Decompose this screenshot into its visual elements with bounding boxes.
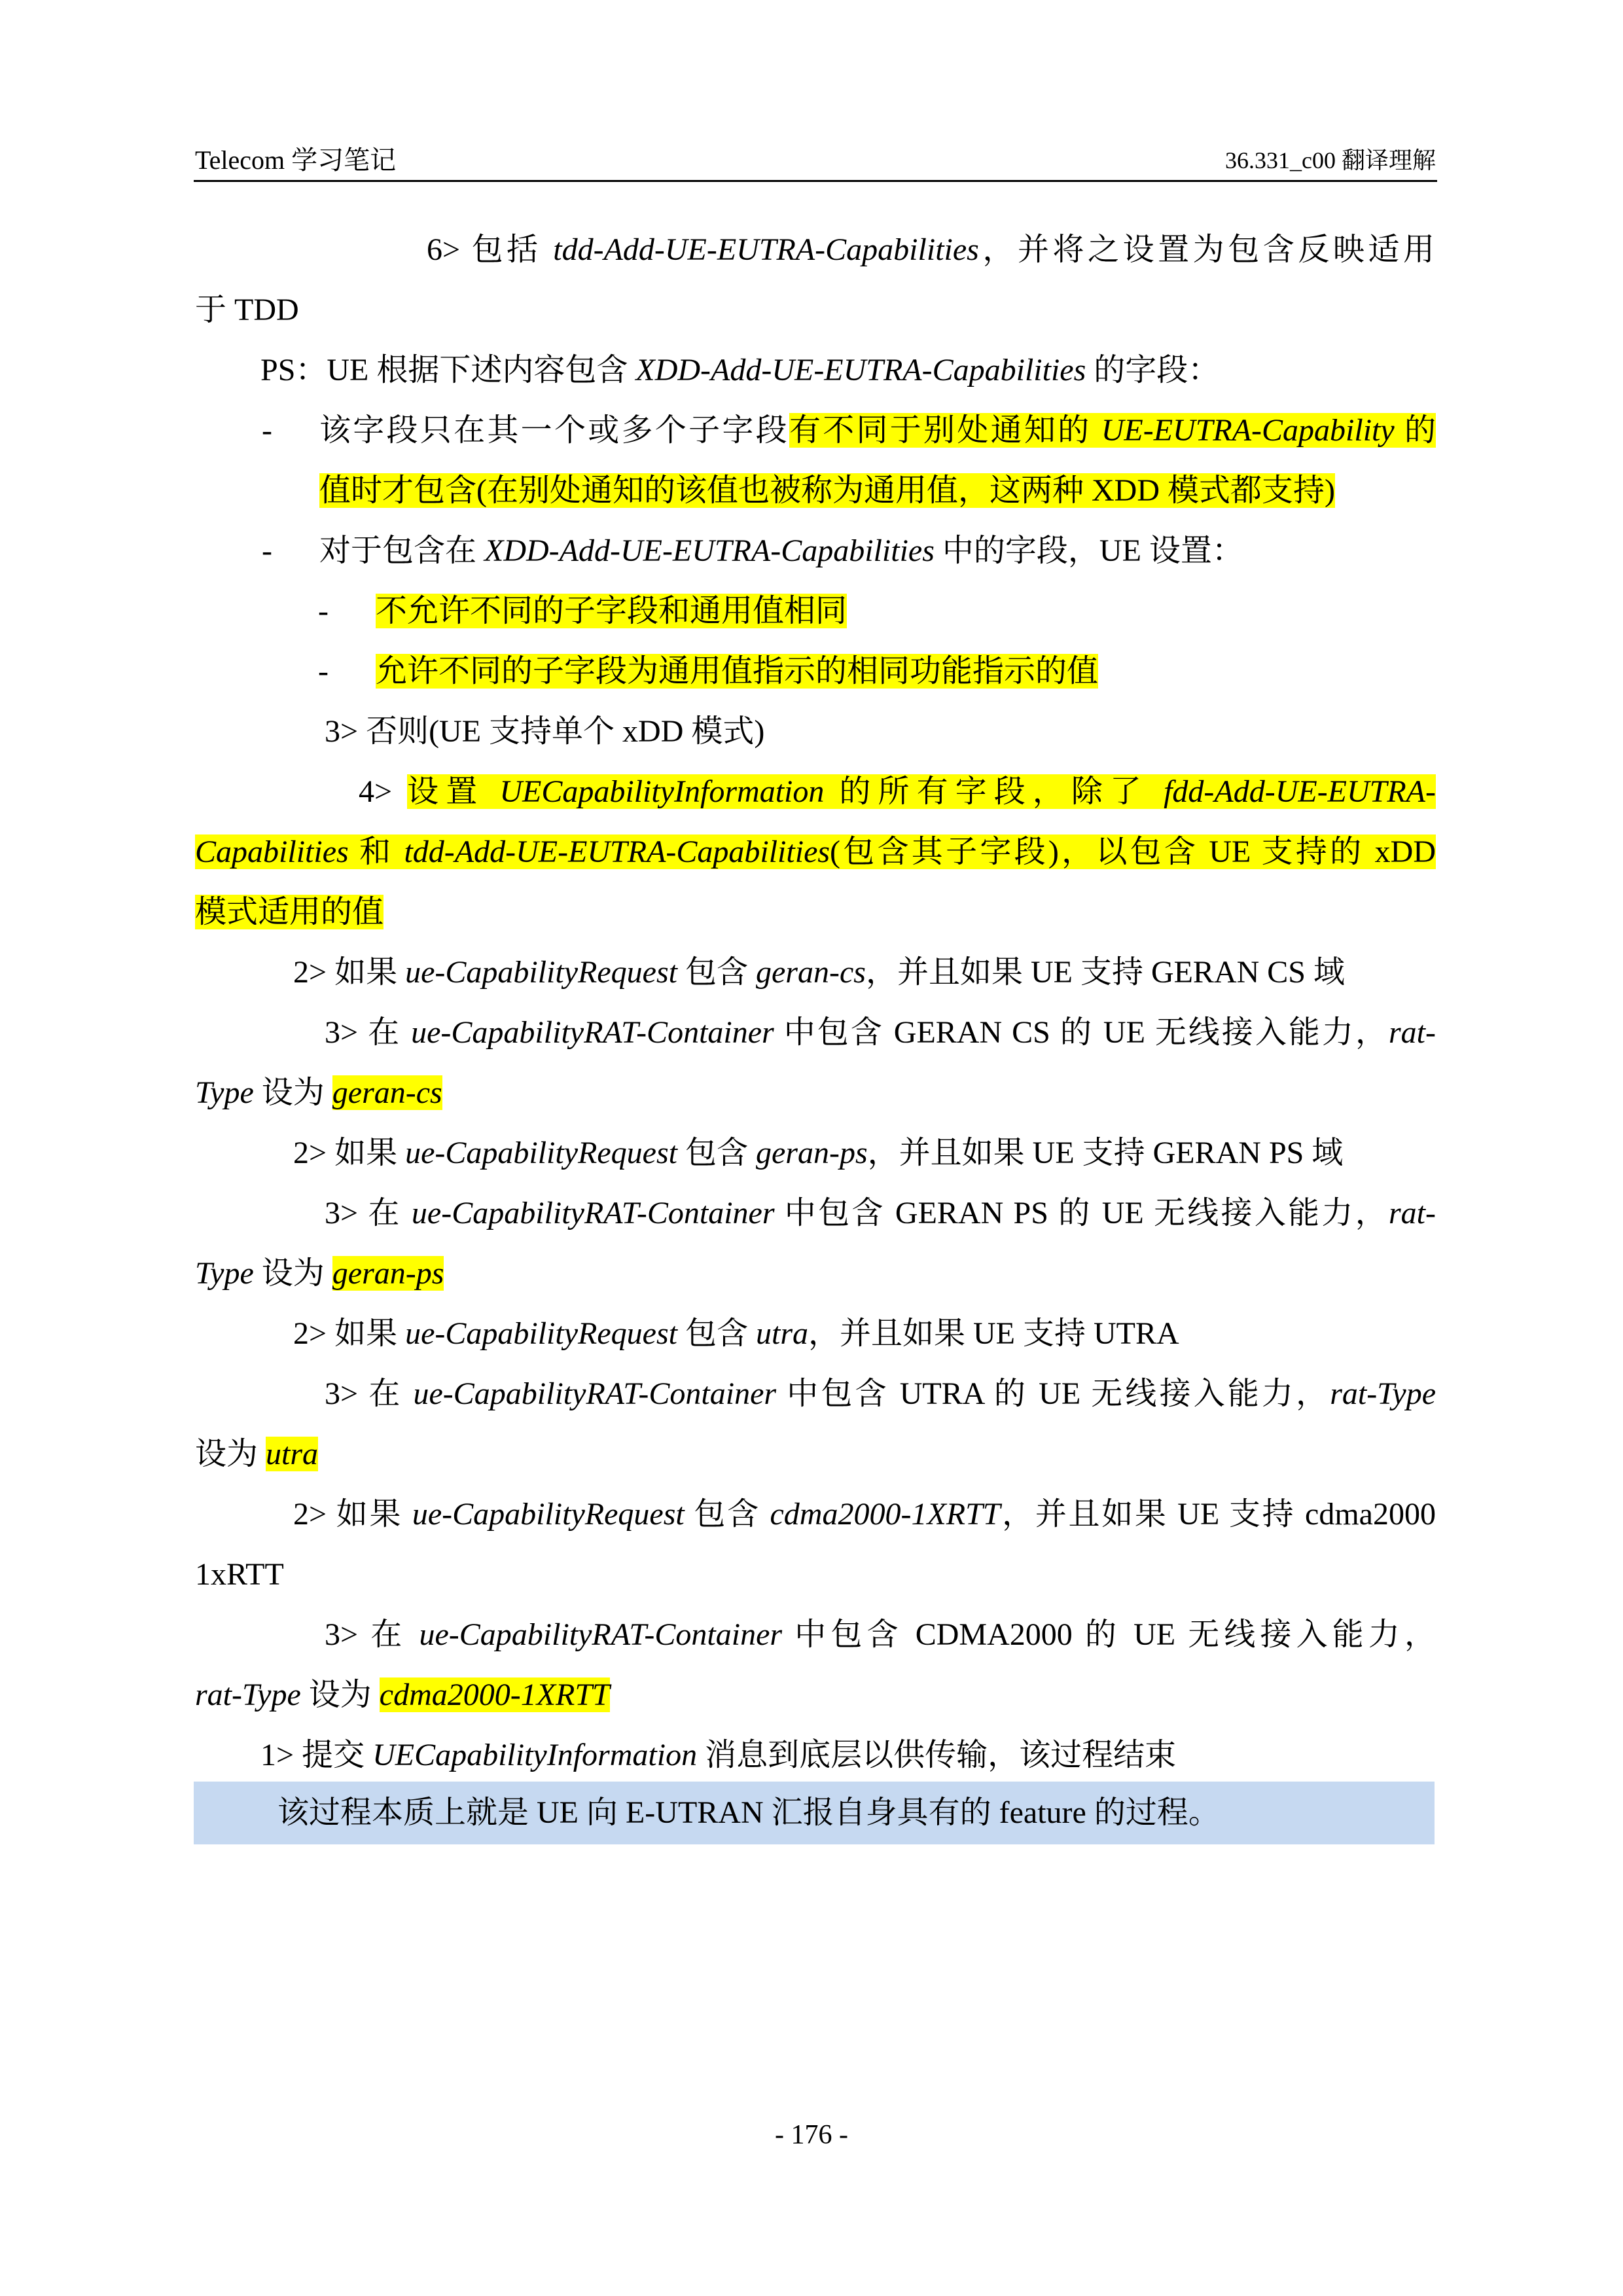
text-segment: 2> 如果 bbox=[293, 1316, 406, 1351]
text-segment: 2> 如果 bbox=[293, 1497, 412, 1532]
line-2-cdma bbox=[293, 1484, 1436, 1545]
text-segment: Capabilities bbox=[195, 834, 349, 869]
text-segment: XDD-Add-UE-EUTRA-Capabilities bbox=[484, 533, 935, 568]
text-segment: Type bbox=[195, 1075, 254, 1110]
text-segment: 1> 提交 bbox=[260, 1738, 373, 1772]
line-3-otherwise bbox=[325, 702, 764, 762]
text-segment: geran-cs bbox=[756, 955, 866, 990]
text-segment: ，并且如果 UE 支持 cdma2000 bbox=[1000, 1497, 1436, 1532]
text-segment: 4> bbox=[359, 774, 408, 809]
text-segment: 中包含 CDMA2000 的 UE 无线接入能力， bbox=[782, 1617, 1436, 1652]
text-segment: UECapabilityInformation bbox=[499, 774, 825, 809]
summary-note bbox=[194, 1782, 1435, 1844]
bullet-dash bbox=[262, 401, 272, 461]
text-segment: ，并且如果 UE 支持 GERAN CS 域 bbox=[865, 955, 1345, 990]
text-segment: cdma2000-1XRTT bbox=[770, 1497, 1001, 1532]
text-segment: ue-CapabilityRequest bbox=[412, 1497, 685, 1532]
text-segment: utra bbox=[266, 1437, 319, 1471]
text-segment: 1xRTT bbox=[195, 1557, 284, 1592]
line-3-cdma-cont bbox=[195, 1665, 610, 1725]
text-segment: (包含其子字段)，以包含 UE 支持的 xDD bbox=[830, 834, 1436, 869]
text-segment: ue-CapabilityRAT-Container bbox=[411, 1196, 775, 1230]
text-segment: 该字段只在其一个或多个子字段 bbox=[319, 413, 789, 448]
text-segment: 允许不同的子字段为通用值指示的相同功能指示的值 bbox=[376, 654, 1099, 689]
text-segment: 模式适用的值 bbox=[195, 895, 384, 929]
text-segment: cdma2000-1XRTT bbox=[379, 1677, 610, 1712]
page-header bbox=[194, 134, 1437, 182]
text-segment: rat- bbox=[1389, 1015, 1436, 1050]
text-segment: 2> 如果 bbox=[293, 1136, 406, 1170]
text-segment: ，并且如果 UE 支持 UTRA bbox=[808, 1316, 1179, 1351]
line-4-set-fields bbox=[359, 762, 1436, 822]
sub-bullet-2-text bbox=[376, 641, 1098, 702]
text-segment: 有不同于别处通知的 bbox=[789, 413, 1101, 448]
text-segment: tdd-Add-UE-EUTRA-Capabilities bbox=[404, 834, 830, 869]
text-segment: ue-CapabilityRAT-Container bbox=[419, 1617, 783, 1652]
text-segment: 3> 在 bbox=[325, 1617, 419, 1652]
text-segment: tdd-Add-UE-EUTRA-Capabilities bbox=[553, 232, 979, 267]
bullet-2-text bbox=[319, 521, 1243, 581]
text-segment: (在别处通知的该值也被称为通用值，这两种 XDD 模式都支持) bbox=[476, 473, 1335, 508]
header-title: Telecom 学习笔记 bbox=[195, 145, 397, 175]
text-segment: ue-CapabilityRequest bbox=[405, 1136, 677, 1170]
text-segment: geran-ps bbox=[756, 1136, 868, 1170]
sub-bullet-dash bbox=[318, 641, 329, 702]
line-2-cdma-cont bbox=[195, 1545, 284, 1605]
text-segment: 不允许不同的子字段和通用值相同 bbox=[376, 594, 847, 628]
line-3-geran-ps-cont bbox=[195, 1244, 444, 1304]
text-segment: ue-CapabilityRequest bbox=[405, 1316, 677, 1351]
text-segment: 3> 否则(UE 支持单个 xDD 模式) bbox=[325, 714, 765, 749]
text-segment: 3> 在 bbox=[325, 1376, 414, 1411]
line-3-cdma bbox=[325, 1605, 1436, 1665]
text-segment: 包含 bbox=[677, 1316, 756, 1351]
page-number: - 176 - bbox=[775, 2120, 848, 2150]
text-segment: fdd-Add-UE-EUTRA- bbox=[1164, 774, 1436, 809]
text-segment: utra bbox=[756, 1316, 809, 1351]
text-segment: 消息到底层以供传输，该过程结束 bbox=[697, 1738, 1177, 1772]
sub-bullet-dash bbox=[318, 581, 329, 641]
text-segment: 3> 在 bbox=[325, 1196, 412, 1230]
bullet-1-cont bbox=[319, 461, 1335, 521]
text-segment: ue-CapabilityRAT-Container bbox=[411, 1015, 774, 1050]
bullet-dash bbox=[262, 521, 272, 581]
text-segment: 3> 在 bbox=[325, 1015, 412, 1050]
text-segment: - bbox=[318, 594, 329, 628]
text-segment: 的所有字段，除了 bbox=[824, 774, 1164, 809]
text-segment: 中包含 GERAN PS 的 UE 无线接入能力， bbox=[774, 1196, 1389, 1230]
text-segment: - bbox=[262, 533, 272, 568]
line-3-utra-cont bbox=[195, 1424, 318, 1484]
line-3-geran-ps bbox=[325, 1183, 1436, 1244]
line-4-cont-1 bbox=[195, 822, 1436, 882]
line-6-include-tdd bbox=[427, 220, 1435, 280]
text-segment: 包含 bbox=[677, 955, 756, 990]
line-3-geran-cs bbox=[325, 1003, 1436, 1063]
text-segment: 设为 bbox=[253, 1256, 332, 1291]
bullet-1-text bbox=[319, 401, 1436, 461]
text-segment: rat-Type bbox=[1330, 1376, 1436, 1411]
text-segment: 的 bbox=[1394, 413, 1436, 448]
text-segment: 值时才包含 bbox=[319, 473, 477, 508]
line-ps-note bbox=[260, 340, 1219, 401]
text-segment: 中的字段，UE 设置： bbox=[934, 533, 1243, 568]
text-segment: 6> 包括 bbox=[427, 232, 554, 267]
text-segment: 2> 如果 bbox=[293, 955, 406, 990]
text-segment: - bbox=[262, 413, 272, 448]
line-1-submit bbox=[260, 1725, 1176, 1785]
text-segment: ue-CapabilityRAT-Container bbox=[413, 1376, 777, 1411]
text-segment: 包含 bbox=[677, 1136, 756, 1170]
text-segment: 和 bbox=[348, 834, 404, 869]
text-segment: UE-EUTRA-Capability bbox=[1101, 413, 1395, 448]
text-segment: 于 TDD bbox=[195, 293, 299, 327]
line-3-geran-cs-cont bbox=[195, 1063, 442, 1123]
line-2-geran-cs bbox=[293, 942, 1345, 1003]
header-doc-id: 36.331_c00 翻译理解 bbox=[1225, 147, 1436, 173]
text-segment: rat-Type bbox=[195, 1677, 301, 1712]
text-segment: 设为 bbox=[300, 1677, 380, 1712]
line-tdd-cont bbox=[195, 280, 299, 340]
sub-bullet-1-text bbox=[376, 581, 847, 641]
text-segment: Type bbox=[195, 1256, 254, 1291]
text-segment: 设为 bbox=[253, 1075, 332, 1110]
text-segment: PS：UE 根据下述内容包含 bbox=[260, 353, 636, 387]
text-segment: 的字段： bbox=[1086, 353, 1220, 387]
text-segment: 包含 bbox=[684, 1497, 770, 1532]
text-segment: rat- bbox=[1389, 1196, 1436, 1230]
text-segment: 设置 bbox=[407, 774, 500, 809]
text-segment: 中包含 UTRA 的 UE 无线接入能力， bbox=[776, 1376, 1330, 1411]
line-2-geran-ps bbox=[293, 1123, 1343, 1183]
text-segment: 该过程本质上就是 UE 向 E-UTRAN 汇报自身具有的 feature 的过程。 bbox=[277, 1795, 1220, 1830]
text-segment: XDD-Add-UE-EUTRA-Capabilities bbox=[635, 353, 1086, 387]
text-segment: 中包含 GERAN CS 的 UE 无线接入能力， bbox=[774, 1015, 1389, 1050]
text-segment: ，并且如果 UE 支持 GERAN PS 域 bbox=[867, 1136, 1344, 1170]
text-segment: UECapabilityInformation bbox=[372, 1738, 698, 1772]
line-3-utra bbox=[325, 1364, 1436, 1424]
text-segment: geran-cs bbox=[332, 1075, 442, 1110]
line-4-cont-2 bbox=[195, 882, 383, 942]
line-2-utra bbox=[293, 1304, 1179, 1364]
text-segment: ue-CapabilityRequest bbox=[405, 955, 677, 990]
text-segment: 设为 bbox=[195, 1437, 266, 1471]
text-segment: - bbox=[318, 654, 329, 689]
text-segment: ，并将之设置为包含反映适用 bbox=[978, 232, 1435, 267]
text-segment: geran-ps bbox=[332, 1256, 444, 1291]
text-segment: 对于包含在 bbox=[319, 533, 485, 568]
